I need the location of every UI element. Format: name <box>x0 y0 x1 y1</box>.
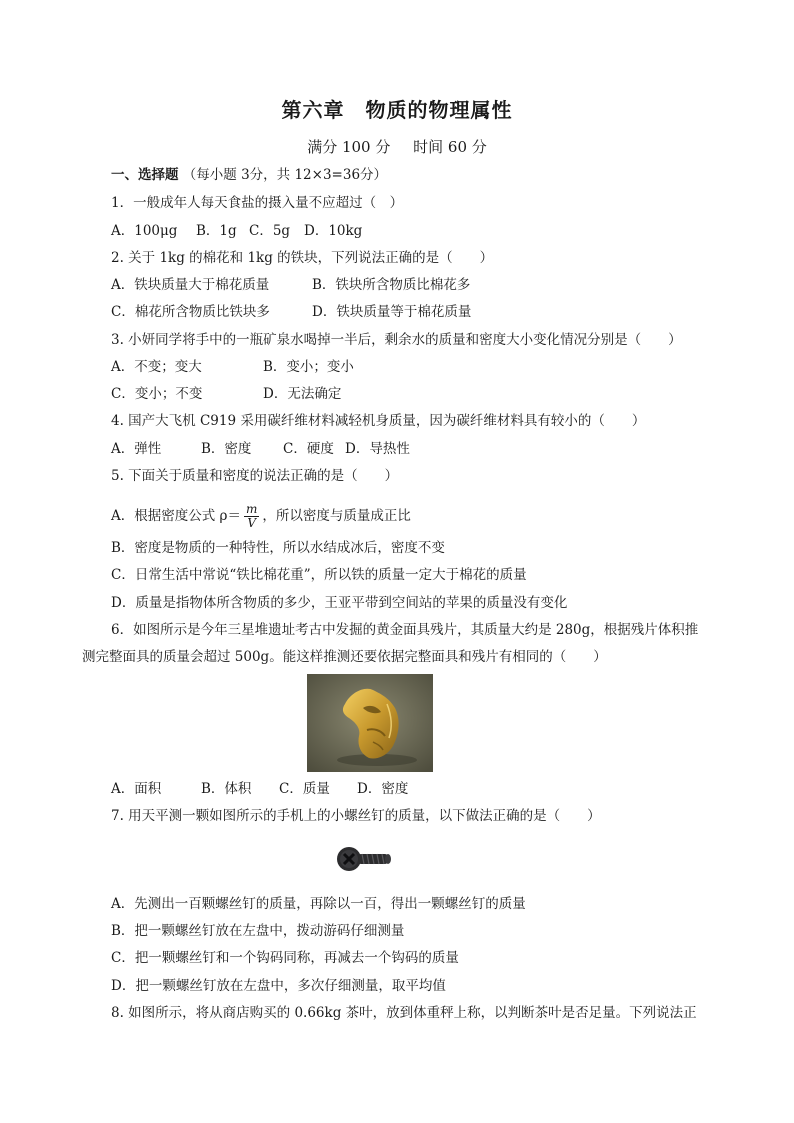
question-4-stem: 4. 国产大飞机 C919 采用碳纤维材料减轻机身质量，因为碳纤维材料具有较小的（ ） <box>111 413 646 429</box>
q2-option-a: A．铁块质量大于棉花质量 <box>111 277 270 293</box>
question-1-options <box>111 222 362 240</box>
question-3-options-row2 <box>111 385 341 403</box>
q1-option-d: D．10kg <box>304 223 363 239</box>
q3-option-a: A．不变；变大 <box>111 359 202 375</box>
q2-option-b: B．铁块所含物质比棉花多 <box>312 277 471 293</box>
q5-option-d: D．质量是指物体所含物质的多少，王亚平带到空间站的苹果的质量没有变化 <box>111 595 568 611</box>
q2-option-d: D．铁块质量等于棉花质量 <box>312 304 472 320</box>
q7-option-d: D．把一颗螺丝钉放在左盘中，多次仔细测量，取平均值 <box>111 978 446 994</box>
question-3-options-row1 <box>111 358 354 376</box>
question-7-stem: 7. 用天平测一颗如图所示的手机上的小螺丝钉的质量，以下做法正确的是（ ） <box>111 808 601 824</box>
page-title: 第六章 物质的物理属性 <box>281 98 513 122</box>
q7-option-c: C．把一颗螺丝钉和一个钩码同称，再减去一个钩码的质量 <box>111 950 459 966</box>
q7-option-a: A．先测出一百颗螺丝钉的质量，再除以一百，得出一颗螺丝钉的质量 <box>111 896 526 912</box>
question-5-stem: 5. 下面关于质量和密度的说法正确的是（ ） <box>111 468 399 484</box>
question-6-stem-line1: 6．如图所示是今年三星堆遗址考古中发掘的黄金面具残片，其质量大约是 280g，根据残片体积推 <box>111 622 699 638</box>
screw-icon <box>334 840 394 880</box>
q6-option-b: B．体积 <box>201 781 252 797</box>
question-6-options <box>111 780 408 798</box>
q2-option-c: C．棉花所含物质比铁块多 <box>111 304 270 320</box>
question-8-stem: 8. 如图所示，将从商店购买的 0.66kg 茶叶，放到体重秤上称，以判断茶叶是否足量。下列说法正 <box>111 1005 697 1021</box>
question-2-stem: 2. 关于 1kg 的棉花和 1kg 的铁块，下列说法正确的是（ ） <box>111 250 494 266</box>
q3-option-b: B．变小；变小 <box>263 359 354 375</box>
q4-option-d: D．导热性 <box>345 441 410 457</box>
question-4-options <box>111 440 410 458</box>
q5-option-b: B．密度是物质的一种特性，所以水结成冰后，密度不变 <box>111 540 445 556</box>
question-2-options-row2 <box>111 303 471 321</box>
q6-option-a: A．面积 <box>111 781 162 797</box>
q1-option-c: C．5g <box>249 223 291 239</box>
fraction-numerator: m <box>245 502 258 516</box>
question-1-stem: 1．一般成年人每天食盐的摄入量不应超过（ ） <box>111 195 404 211</box>
q5-option-a-post: ，所以密度与质量成正比 <box>262 508 411 524</box>
q5-option-c: C．日常生活中常说“铁比棉花重”，所以铁的质量一定大于棉花的质量 <box>111 567 527 583</box>
q6-option-c: C．质量 <box>279 781 330 797</box>
q4-option-a: A．弹性 <box>111 441 162 457</box>
question-2-options-row1 <box>111 276 470 294</box>
section-heading <box>111 166 387 184</box>
q1-option-a: A．100μg <box>111 223 178 239</box>
q3-option-d: D．无法确定 <box>263 386 342 402</box>
q4-option-c: C．硬度 <box>283 441 334 457</box>
q5-option-a-pre: A．根据密度公式 ρ＝ <box>111 508 241 524</box>
question-6-stem-line2: 测完整面具的质量会超过 500g。能这样推测还要依据完整面具和残片有相同的（ ） <box>82 649 607 665</box>
q3-option-c: C．变小；不变 <box>111 386 203 402</box>
q7-option-b: B．把一颗螺丝钉放在左盘中，拨动游码仔细测量 <box>111 923 405 939</box>
q5-option-a <box>111 501 411 531</box>
q6-option-d: D．密度 <box>357 781 409 797</box>
gold-mask-photo <box>307 674 433 772</box>
section-note: （每小题 3分，共 12×3=36分） <box>182 167 388 183</box>
question-3-stem: 3. 小妍同学将手中的一瓶矿泉水喝掉一半后，剩余水的质量和密度大小变化情况分别是（ ） <box>111 332 682 348</box>
exam-meta <box>0 136 794 157</box>
q4-option-b: B．密度 <box>201 441 252 457</box>
section-label: 一、选择题 <box>111 167 179 183</box>
time-limit: 时间 60 分 <box>413 138 487 156</box>
fraction-denominator: V <box>247 516 257 530</box>
q1-option-b: B．1g <box>196 223 237 239</box>
full-score: 满分 100 分 <box>307 138 391 156</box>
density-fraction <box>244 503 259 530</box>
